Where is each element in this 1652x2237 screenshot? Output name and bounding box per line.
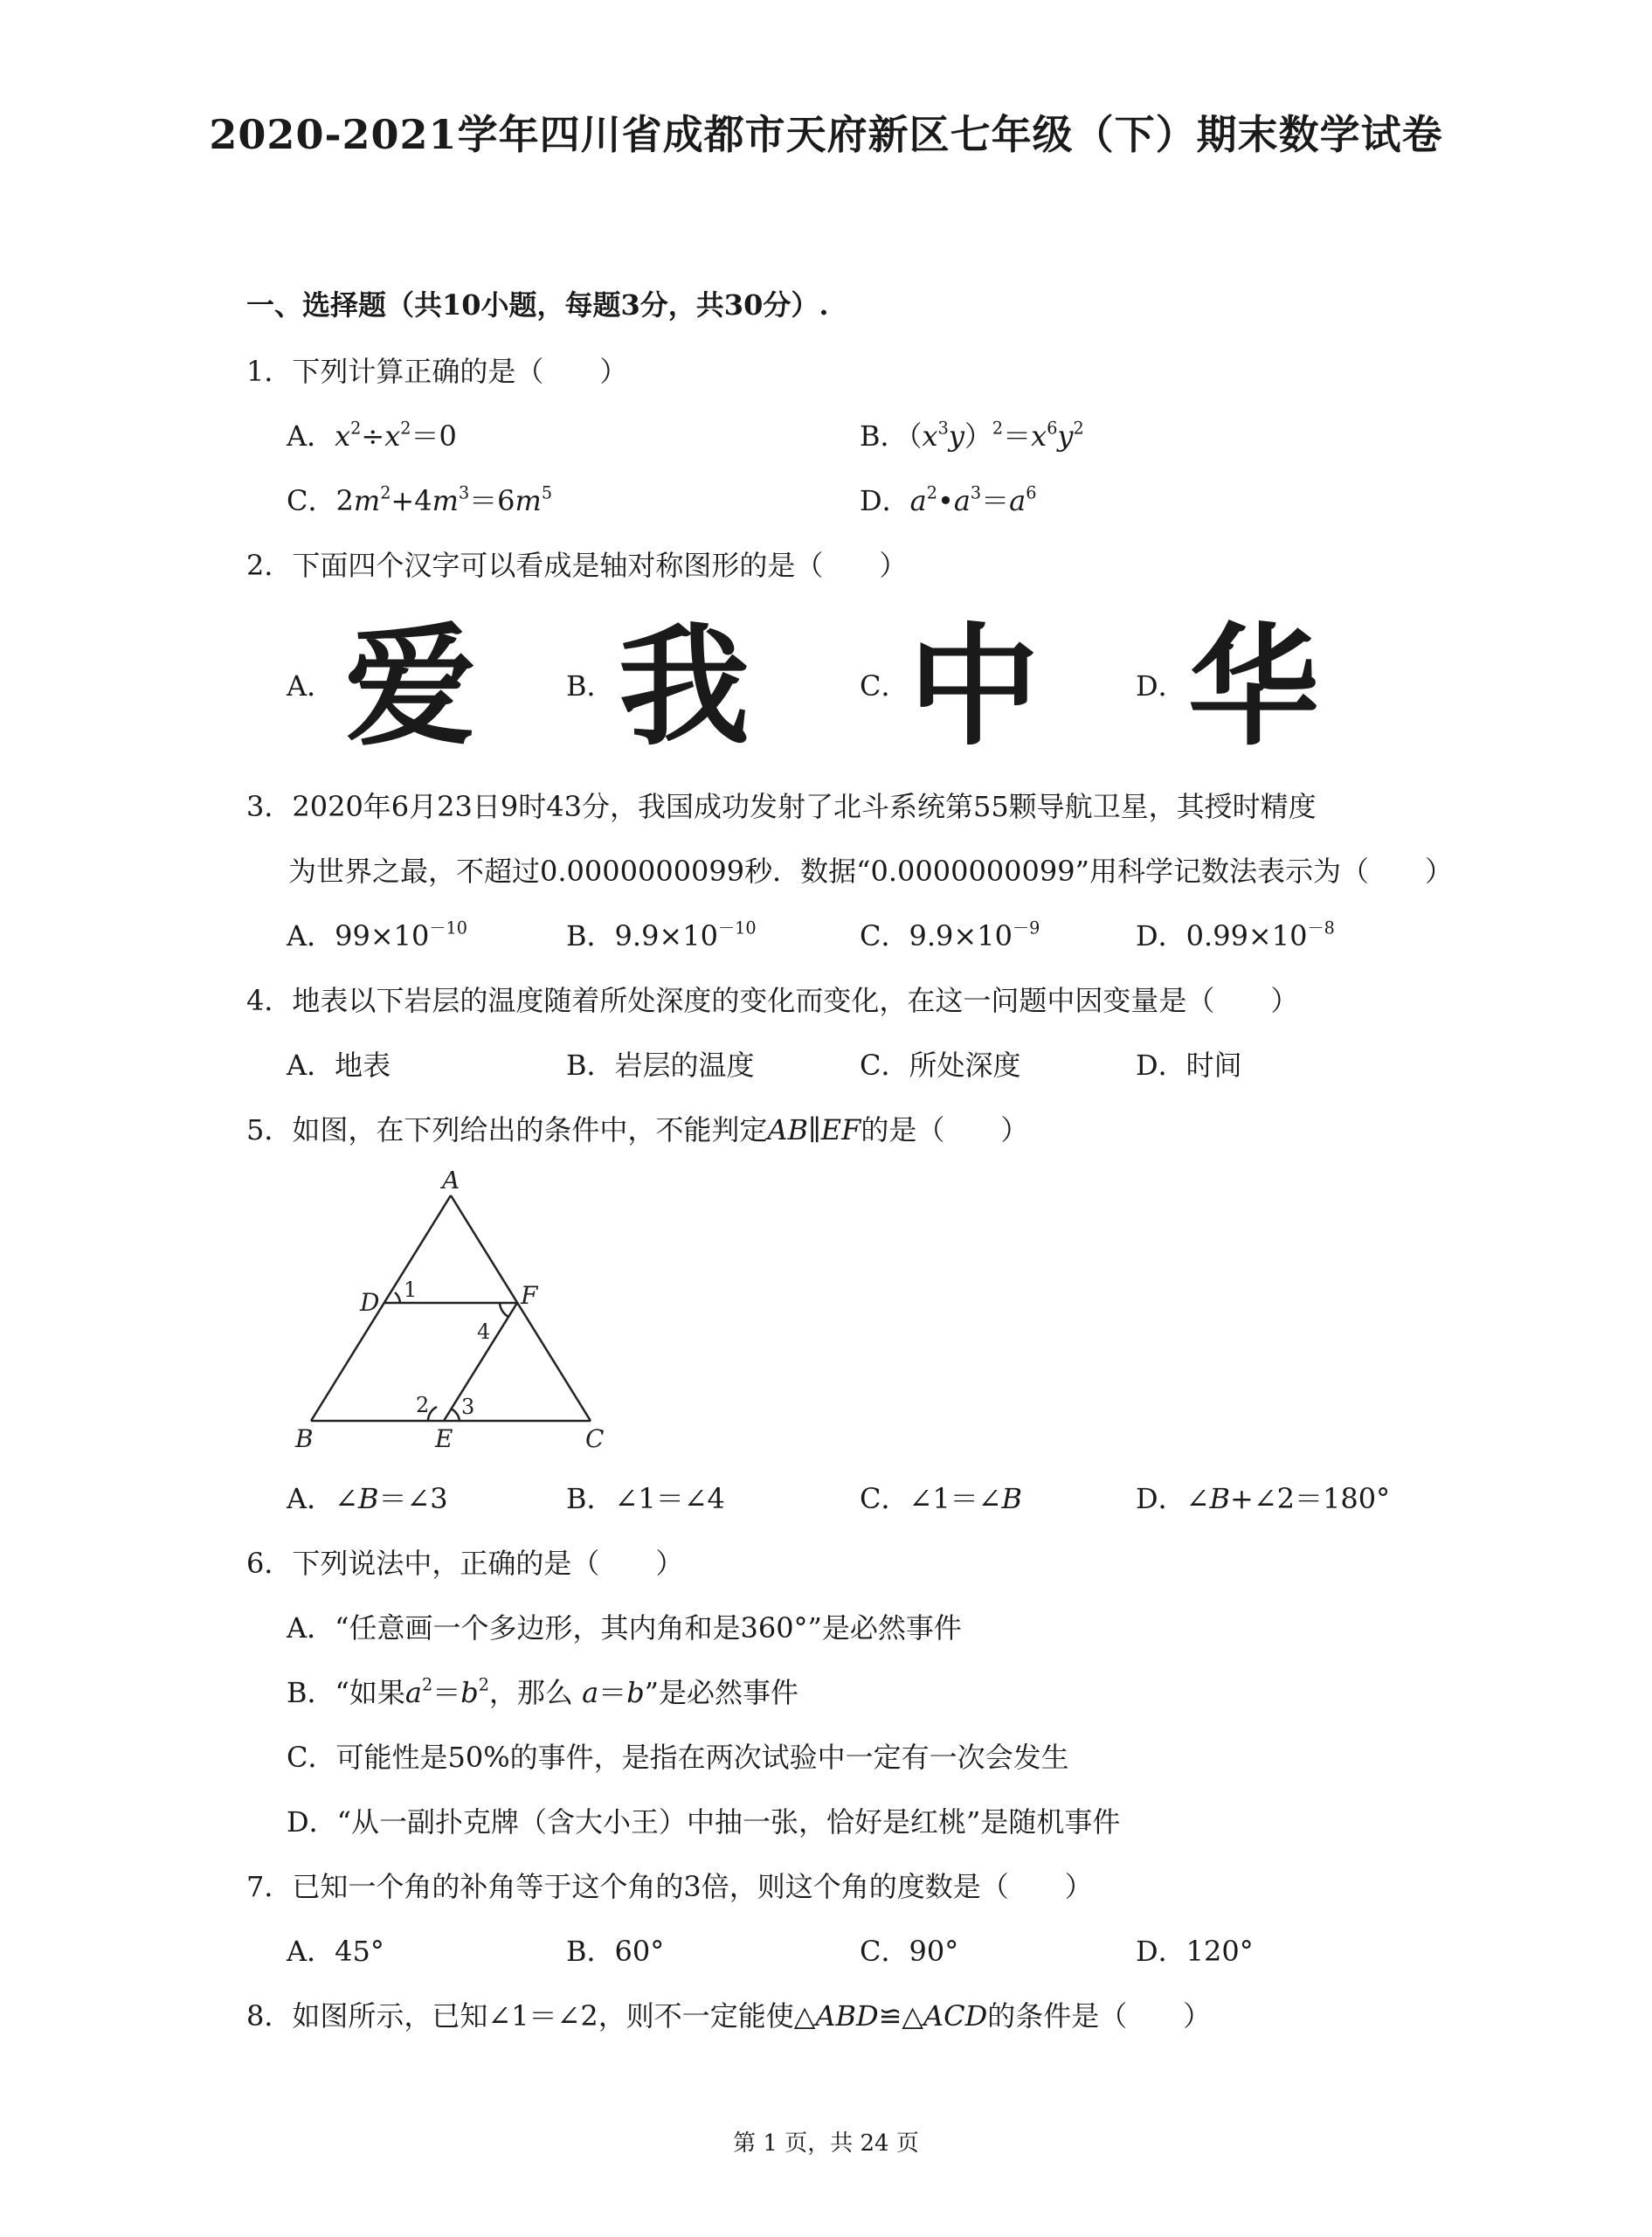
- question-3-line-2: 为世界之最，不超过0.0000000099秒．数据“0.0000000099”用科学记数法表示为（ ）: [288, 855, 1453, 888]
- angle-3-arc: [451, 1409, 460, 1421]
- q2-char-hua: 华: [1188, 612, 1320, 764]
- q7-option-d: D．120°: [1136, 1935, 1254, 1968]
- q6-option-d: D．“从一副扑克牌（含大小王）中抽一张，恰好是红桃”是随机事件: [287, 1805, 1121, 1839]
- q3-option-a: A．$99\times 10^{-10}$: [287, 918, 467, 952]
- q5-option-d: D．∠B+∠2＝180°: [1136, 1482, 1391, 1515]
- q4-option-a: A．地表: [287, 1049, 391, 1082]
- q4-option-d: D．时间: [1136, 1049, 1242, 1082]
- question-4-stem: 4．地表以下岩层的温度随着所处深度的变化而变化，在这一问题中因变量是（ ）: [246, 984, 1299, 1017]
- q7-option-a: A．45°: [287, 1935, 384, 1968]
- angle-2-arc: [428, 1407, 437, 1421]
- q2-option-b-label: B．: [566, 669, 615, 703]
- q7-option-c: C．90°: [860, 1935, 959, 1968]
- q1-option-c: C．$2m^2+4m^3=6m^5$: [287, 482, 553, 517]
- q4-option-c: C．所处深度: [860, 1049, 1021, 1082]
- segment-ab: [311, 1195, 451, 1421]
- q4-option-b: B．岩层的温度: [566, 1049, 755, 1082]
- angle-4-arc: [500, 1303, 508, 1317]
- question-5-stem: 5．如图，在下列给出的条件中，不能判定AB∥EF的是（ ）: [246, 1113, 1029, 1146]
- question-7-stem: 7．已知一个角的补角等于这个角的3倍，则这个角的度数是（ ）: [246, 1870, 1093, 1903]
- q6-option-b: B．“如果$a^2=b^2$，那么 a＝b”是必然事件: [287, 1674, 799, 1709]
- q2-option-c-label: C．: [860, 669, 909, 703]
- vertex-f-label: F: [521, 1281, 538, 1310]
- section-heading: 一、选择题（共10小题，每题3分，共30分）.: [246, 288, 829, 322]
- q7-option-b: B．60°: [566, 1935, 665, 1968]
- question-6-stem: 6．下列说法中，正确的是（ ）: [246, 1547, 684, 1580]
- vertex-a-label: A: [442, 1171, 460, 1195]
- question-1-stem: 1．下列计算正确的是（ ）: [246, 355, 628, 388]
- q2-char-ai: 爱: [345, 612, 477, 764]
- page-footer: 第 1 页，共 24 页: [733, 2130, 919, 2157]
- angle-4-label: 4: [477, 1319, 491, 1344]
- q3-option-b: B．$9.9\times 10^{-10}$: [566, 918, 757, 952]
- question-8-stem: 8．如图所示，已知∠1＝∠2，则不一定能使△ABD≌△ACD的条件是（ ）: [246, 1999, 1212, 2033]
- angle-3-label: 3: [461, 1395, 475, 1419]
- angle-1-label: 1: [404, 1278, 418, 1302]
- q1-option-d: D．$a^2•a^3=a^6$: [860, 482, 1037, 517]
- q3-option-c: C．$9.9\times 10^{-9}$: [860, 918, 1040, 952]
- q2-option-a-label: A．: [287, 669, 335, 703]
- q5-option-b: B．∠1＝∠4: [566, 1482, 725, 1515]
- vertex-c-label: C: [585, 1424, 605, 1451]
- q5-triangle-figure: [288, 1171, 620, 1451]
- vertex-d-label: D: [360, 1288, 380, 1317]
- q1-option-b: B．$(x^3y)^2=x^6y^2$: [860, 418, 1084, 453]
- q3-option-d: D．$0.99\times 10^{-8}$: [1136, 918, 1335, 952]
- question-2-stem: 2．下面四个汉字可以看成是轴对称图形的是（ ）: [246, 549, 908, 582]
- q1-option-a: A．$x^2\div x^2=0$: [287, 418, 457, 453]
- page-title: 2020-2021学年四川省成都市天府新区七年级（下）期末数学试卷: [209, 111, 1443, 158]
- q6-option-a: A．“任意画一个多边形，其内角和是360°”是必然事件: [287, 1611, 962, 1645]
- angle-1-arc: [395, 1292, 400, 1303]
- question-3-line-1: 3．2020年6月23日9时43分，我国成功发射了北斗系统第55颗导航卫星，其授时精度: [246, 790, 1317, 823]
- vertex-b-label: B: [295, 1424, 314, 1451]
- vertex-e-label: E: [435, 1424, 453, 1451]
- q6-option-c: C．可能性是50%的事件，是指在两次试验中一定有一次会发生: [287, 1741, 1069, 1774]
- angle-2-label: 2: [416, 1393, 430, 1417]
- q2-option-d-label: D．: [1136, 669, 1186, 703]
- q5-option-c: C．∠1＝∠B: [860, 1482, 1023, 1515]
- q2-char-wo: 我: [619, 612, 750, 764]
- q5-option-a: A．∠B＝∠3: [287, 1482, 448, 1515]
- q2-char-zhong: 中: [909, 612, 1040, 764]
